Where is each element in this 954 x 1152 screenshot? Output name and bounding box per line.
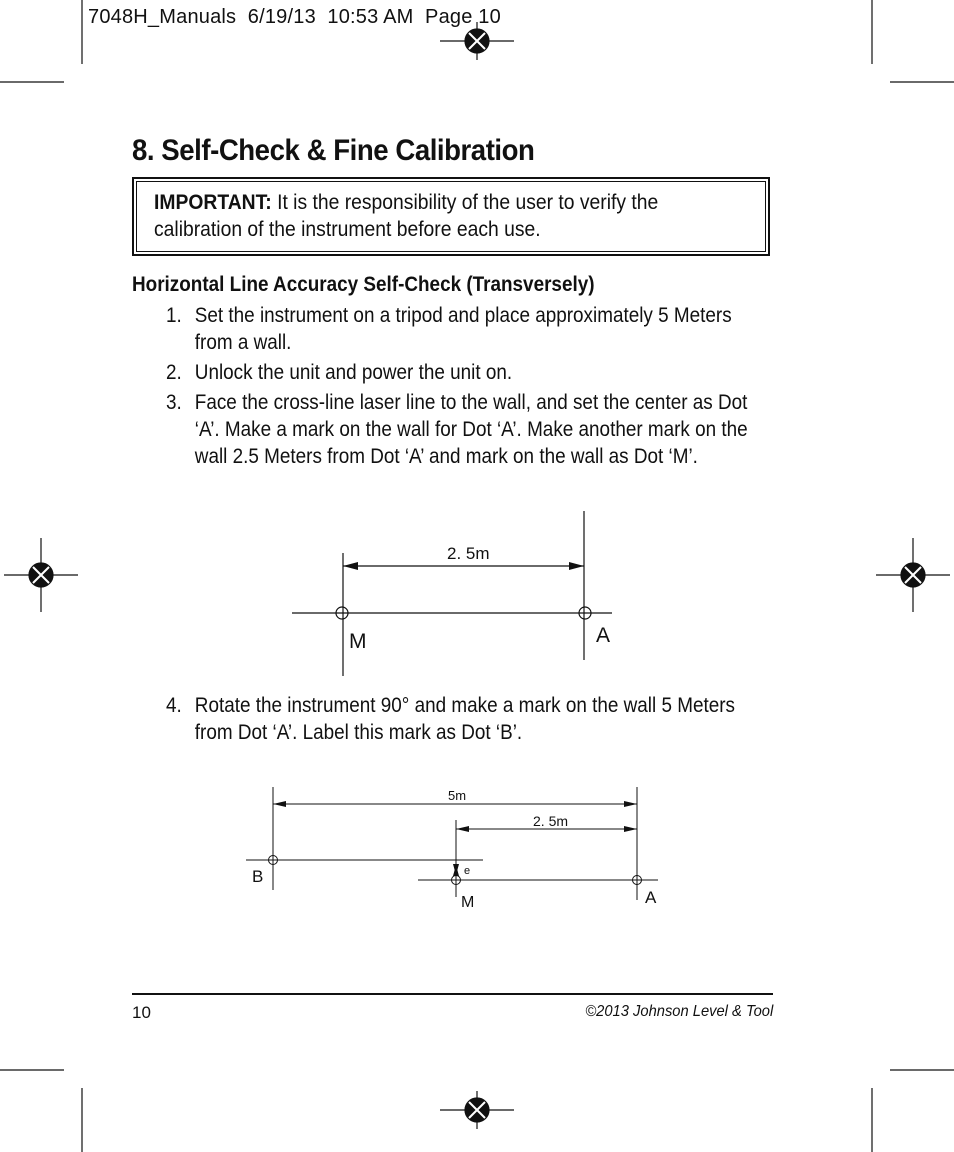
step-text: Face the cross-line laser line to the wall, and set the center as Dot ‘A’. Make a mark on the wall for Dot ‘A’. Make another mark on the wall 2.5 Meters from Dot ‘A’ and mark on the wall as Dot ‘M’. [194,391,748,468]
arrow-25m-left [456,826,469,832]
step-number: 4. [166,694,182,717]
section-title: 8. Self-Check & Fine Calibration [132,134,535,167]
figure-2-label-e: e [464,865,471,877]
step-number: 1. [166,304,182,327]
page-number: 10 [132,1003,151,1022]
copyright: ©2013 Johnson Level & Tool [585,1003,773,1020]
figure-1-distance-label: 2. 5m [447,544,490,563]
step-number: 3. [166,391,182,414]
figure-1-label-a: A [596,624,611,647]
figure-2-label-b: B [252,867,264,886]
step-text: Set the instrument on a tripod and place approximately 5 Meters from a wall. [194,304,732,354]
figure-1-label-m: M [349,630,367,653]
figure-2-label-a: A [645,888,657,907]
step-text: Rotate the instrument 90° and make a mark on the wall 5 Meters from Dot ‘A’. Label this mark as Dot ‘B’. [194,694,735,744]
figure-2-label-25m: 2. 5m [533,813,569,829]
important-body: It is the responsibility of the user to verify the calibration of the instrument before each use. [154,191,659,241]
footer-rule [132,993,773,995]
figure-2-label-5m: 5m [448,788,467,803]
subheading: Horizontal Line Accuracy Self-Check (Transversely) [132,273,595,296]
figure-2-label-m: M [461,894,475,911]
step-text: Unlock the unit and power the unit on. [194,361,513,384]
step-number: 2. [166,361,182,384]
arrow-25m-right [624,826,637,832]
print-slug: 7048H_Manuals 6/19/13 10:53 AM Page 10 [88,6,501,28]
arrow-5m-left [273,801,286,807]
arrow-5m-right [624,801,637,807]
important-label: IMPORTANT: [154,191,272,214]
